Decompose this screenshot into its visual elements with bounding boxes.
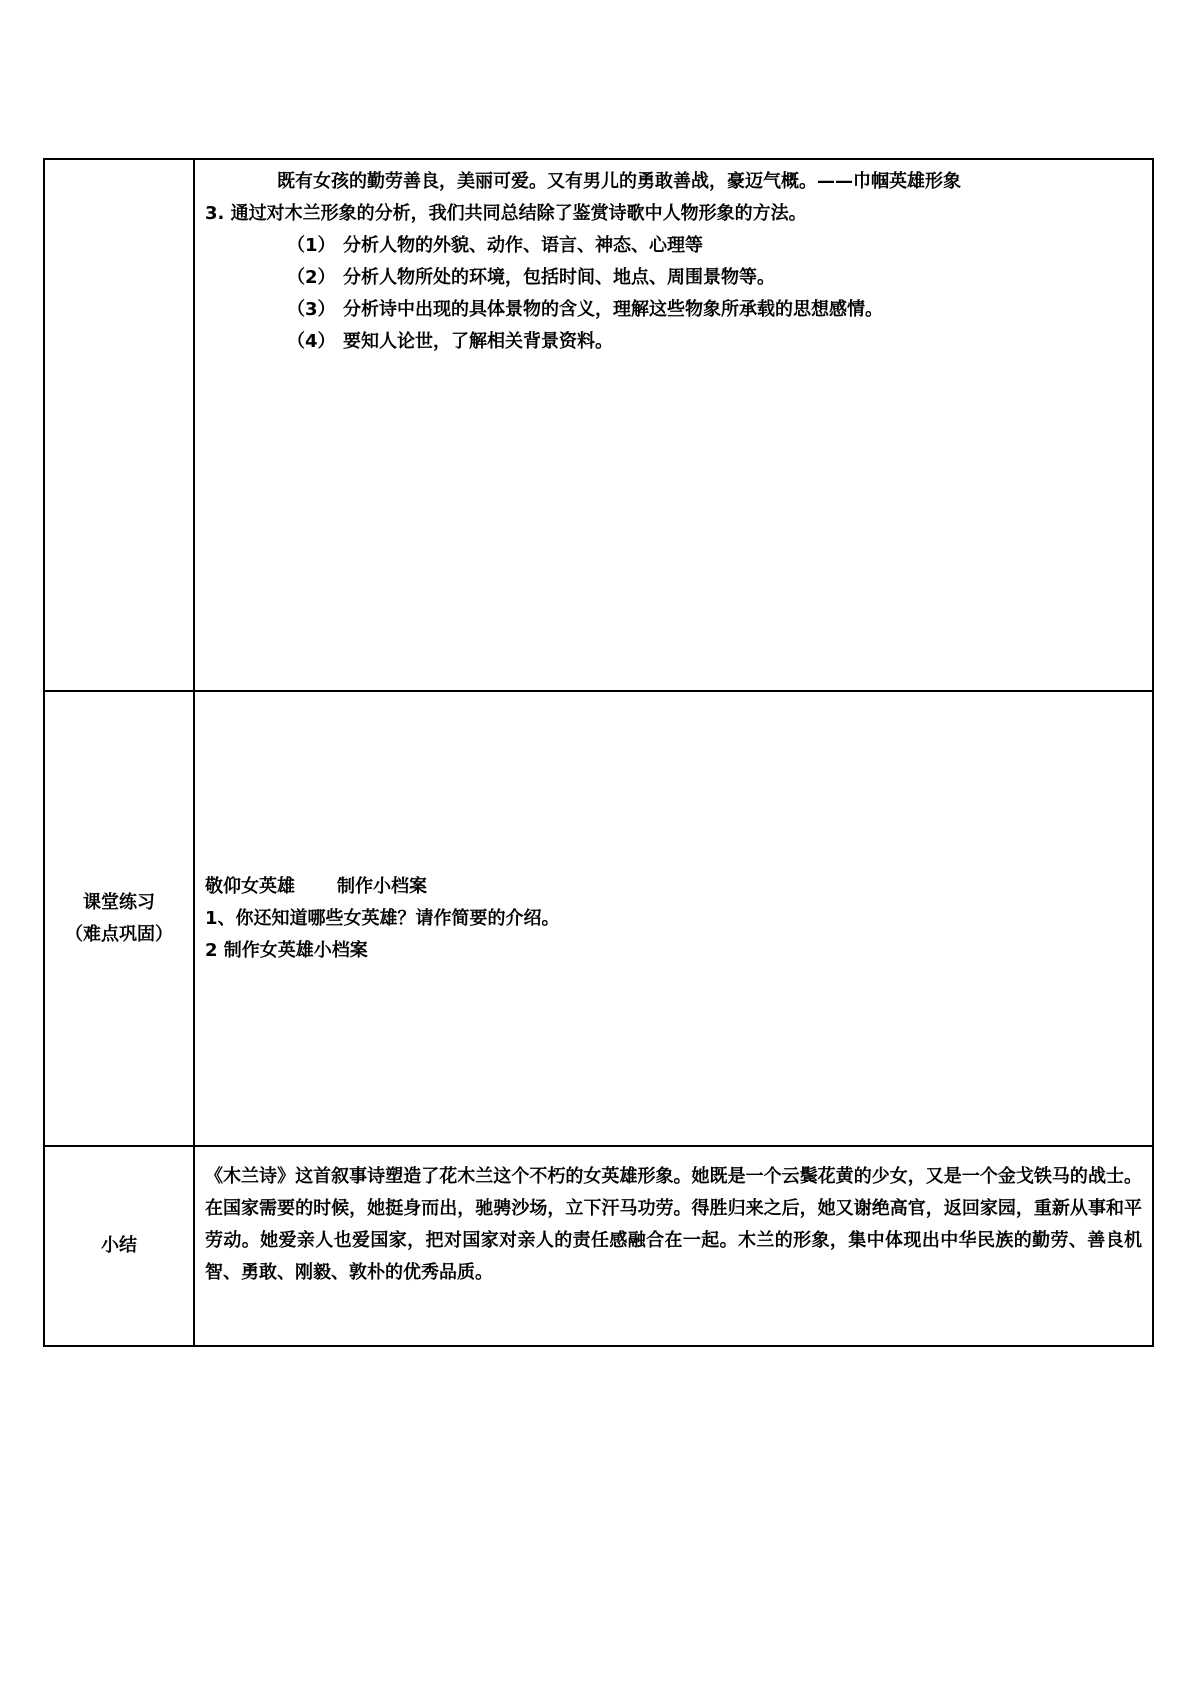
list-text: 分析人物的外貌、动作、语言、神态、心理等 (343, 235, 703, 256)
list-item (205, 262, 1142, 294)
exercise-item-2: 2 制作女英雄小档案 (205, 939, 368, 961)
exercise-title (205, 871, 1142, 903)
summary-text: 《木兰诗》这首叙事诗塑造了花木兰这个不朽的女英雄形象。她既是一个云鬓花黄的少女，又是一个金戈铁马的战士。在国家需要的时候，她挺身而出，驰骋沙场，立下汗马功劳。得胜归来之后，她又谢绝高官，返回家园，重新从事和平劳动。她爱亲人也爱国家，把对国家对亲人的责任感融合在一起。木兰的形象，集中体现出中华民族的勤劳、善良机智、勇敢、刚毅、敦朴的优秀品质。 (205, 1166, 1142, 1283)
lesson-plan-table (43, 158, 1154, 1347)
exercise-cell (194, 691, 1153, 1146)
list-item (205, 294, 1142, 326)
list-number: （1） (287, 235, 336, 256)
exercise-title-a: 敬仰女英雄 (205, 875, 295, 897)
label-line: （难点巩固） (65, 923, 173, 945)
table-row (44, 691, 1153, 1146)
label-line: 课堂练习 (83, 891, 155, 913)
table-row (44, 159, 1153, 691)
row-label-empty (44, 159, 194, 691)
classroom-exercise-label (44, 691, 194, 1146)
list-text: 要知人论世，了解相关背景资料。 (343, 331, 613, 352)
list-number: （2） (287, 267, 336, 288)
list-item (205, 326, 1142, 358)
analysis-cell (194, 159, 1153, 691)
list-number: （3） (287, 299, 336, 320)
exercise-title-b: 制作小档案 (337, 875, 427, 897)
summary-label: 小结 (44, 1146, 194, 1346)
list-text: 分析诗中出现的具体景物的含义，理解这些物象所承载的思想感情。 (343, 299, 883, 320)
method-summary-line: 3. 通过对木兰形象的分析，我们共同总结除了鉴赏诗歌中人物形象的方法。 (205, 203, 807, 224)
heroine-image-line: 既有女孩的勤劳善良，美丽可爱。又有男儿的勇敢善战，豪迈气概。——巾帼英雄形象 (277, 171, 961, 192)
list-item (205, 230, 1142, 262)
summary-cell (194, 1146, 1153, 1346)
list-number: （4） (287, 331, 336, 352)
table-row (44, 1146, 1153, 1346)
list-text: 分析人物所处的环境，包括时间、地点、周围景物等。 (343, 267, 775, 288)
exercise-item-1: 1、你还知道哪些女英雄？请作简要的介绍。 (205, 907, 560, 929)
